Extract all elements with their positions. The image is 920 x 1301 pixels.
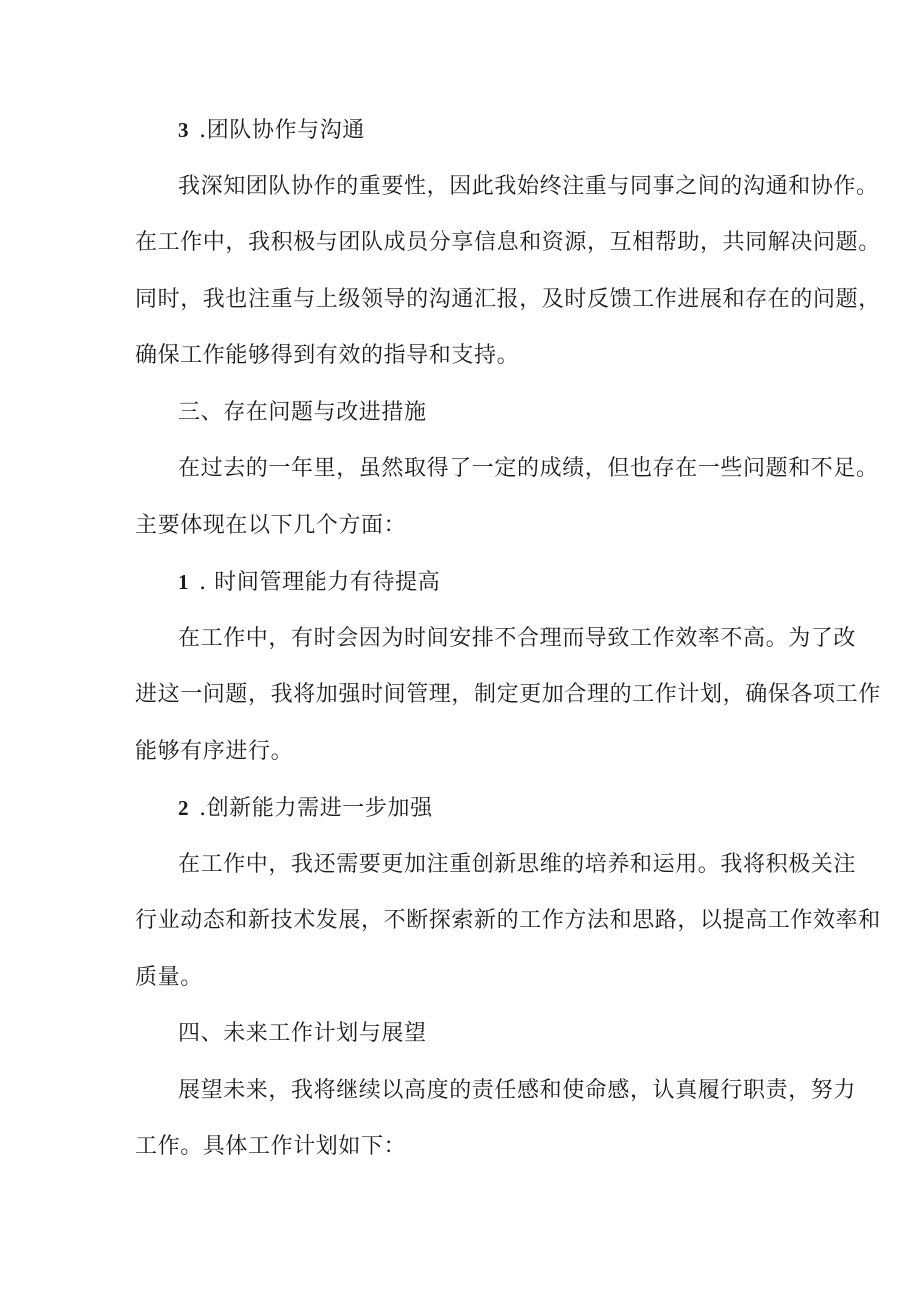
paragraph-line: 在工作中，有时会因为时间安排不合理而导致工作效率不高。为了改: [178, 626, 857, 651]
paragraph-line: 在工作中，我还需要更加注重创新思维的培养和运用。我将积极关注: [178, 852, 857, 877]
paragraph-line: 能够有序进行。: [135, 739, 294, 764]
item-title: . 时间管理能力有待提高: [199, 570, 441, 595]
paragraph-line: 工作。具体工作计划如下：: [135, 1134, 407, 1159]
section-number: 3: [178, 118, 190, 142]
item-number: 2: [178, 796, 190, 820]
paragraph-line: 展望未来，我将继续以高度的责任感和使命感，认真履行职责，努力: [178, 1078, 857, 1103]
item-heading-time-management: [178, 567, 818, 598]
paragraph-line: 在过去的一年里，虽然取得了一定的成绩，但也存在一些问题和不足。: [178, 456, 879, 481]
item-title: .创新能力需进一步加强: [199, 796, 433, 821]
part-heading-problems: 三、存在问题与改进措施: [178, 400, 427, 425]
paragraph-line: 质量。: [135, 965, 203, 990]
item-number: 1: [178, 570, 190, 594]
paragraph-line: 进这一问题，我将加强时间管理，制定更加合理的工作计划，确保各项工作: [135, 682, 881, 707]
section-title: .团队协作与沟通: [199, 118, 365, 143]
paragraph-line: 同时，我也注重与上级领导的沟通汇报，及时反馈工作进展和存在的问题，: [135, 287, 881, 312]
section-heading-teamwork: [178, 115, 818, 146]
paragraph-line: 确保工作能够得到有效的指导和支持。: [135, 343, 520, 368]
paragraph-line: 行业动态和新技术发展，不断探索新的工作方法和思路，以提高工作效率和: [135, 908, 881, 933]
paragraph-line: 我深知团队协作的重要性，因此我始终注重与同事之间的沟通和协作。: [178, 174, 879, 199]
paragraph-line: 主要体现在以下几个方面：: [135, 513, 407, 538]
part-heading-future: 四、未来工作计划与展望: [178, 1021, 427, 1046]
item-heading-innovation: [178, 793, 818, 824]
paragraph-line: 在工作中，我积极与团队成员分享信息和资源，互相帮助，共同解决问题。: [135, 230, 881, 255]
